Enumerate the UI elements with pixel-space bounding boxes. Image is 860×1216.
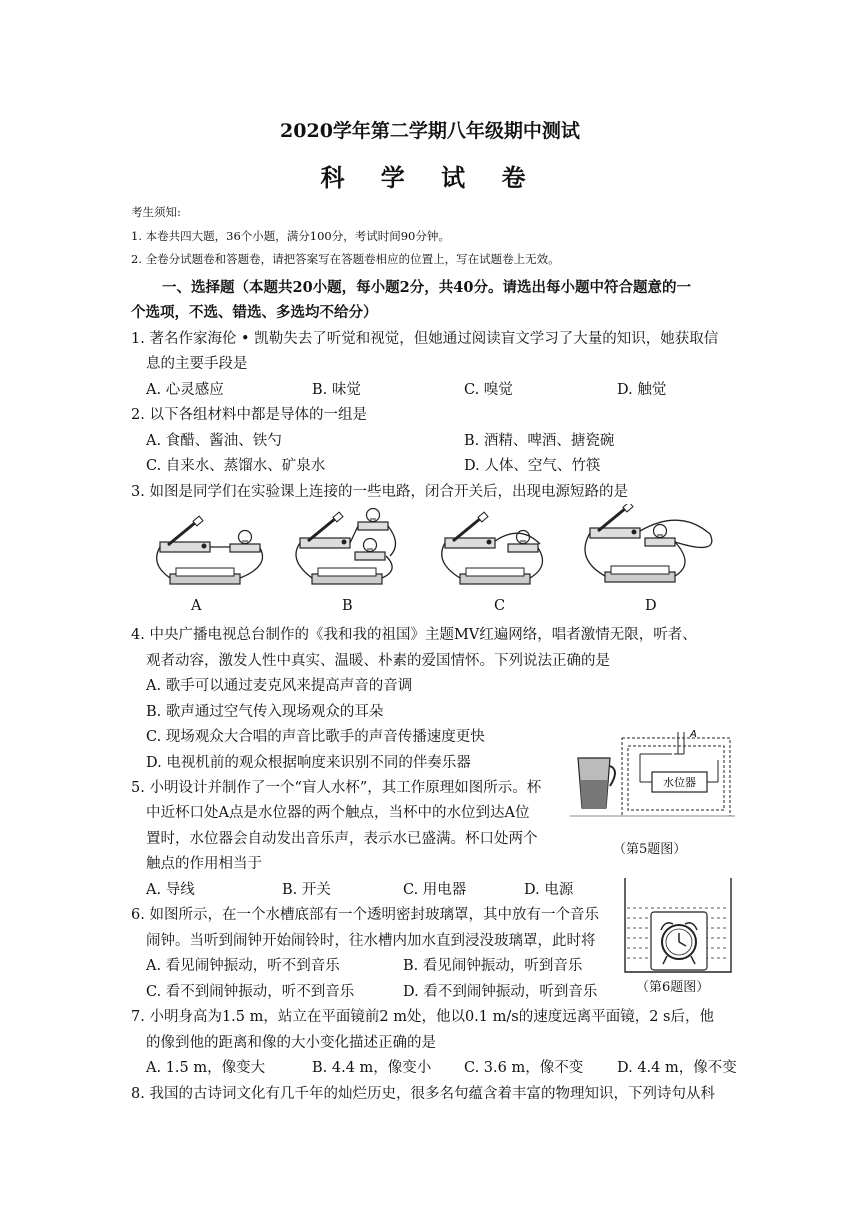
notice-heading: 考生须知: [131, 205, 181, 219]
q5-option-c: C. 用电器 [403, 882, 467, 898]
q3-label-c: C [494, 598, 506, 614]
circuit-c [442, 512, 543, 584]
blind-cup-icon [578, 758, 615, 808]
q6-stem-2: 闹钟。当听到闹钟开始闹铃时，往水槽内加水直到浸没玻璃罩，此时将 [146, 933, 596, 949]
q2-option-c: C. 自来水、蒸馏水、矿泉水 [146, 458, 326, 474]
q5-stem-3: 置时，水位器会自动发出音乐声，表示水已盛满。杯口处两个 [146, 831, 538, 847]
q5-stem-1: 5. 小明设计并制作了一个“盲人水杯”，其工作原理如图所示。杯 [131, 780, 542, 796]
q8-stem: 8. 我国的古诗词文化有几千年的灿烂历史，很多名句蕴含着丰富的物理知识，下列诗句从科 [131, 1086, 715, 1102]
notice-item-1: 1. 本卷共四大题，36个小题，满分100分，考试时间90分钟。 [131, 229, 450, 243]
q2-option-b: B. 酒精、啤酒、搪瓷碗 [464, 433, 615, 449]
q7-option-b: B. 4.4 m，像变小 [312, 1060, 432, 1076]
q3-label-b: B [342, 598, 353, 614]
notice-item-2: 2. 全卷分试题卷和答题卷，请把答案写在答题卷相应的位置上，写在试题卷上无效。 [131, 252, 560, 266]
q5-option-b: B. 开关 [282, 882, 331, 898]
q5-option-d: D. 电源 [524, 882, 574, 898]
q4-stem-1: 4. 中央广播电视总台制作的《我和我的祖国》主题MV红遍网络，唱者激情无限，听者、 [131, 627, 697, 643]
q6-figure-caption: （第6题图） [636, 980, 710, 995]
q1-option-b: B. 味觉 [312, 382, 361, 398]
q5-option-a: A. 导线 [146, 882, 195, 898]
circuit-d [585, 504, 712, 582]
q1-option-d: D. 触觉 [617, 382, 667, 398]
q2-option-d: D. 人体、空气、竹筷 [464, 458, 601, 474]
water-level-device-label: 水位器 [663, 776, 696, 789]
q3-circuit-figures [150, 504, 730, 596]
q4-option-d: D. 电视机前的观众根据响度来识别不同的伴奏乐器 [146, 755, 471, 771]
q6-option-d: D. 看不到闹钟振动，听到音乐 [403, 984, 598, 1000]
q7-option-d: D. 4.4 m，像不变 [617, 1060, 737, 1076]
q4-stem-2: 观者动容，激发人性中真实、温暖、朴素的爱国情怀。下列说法正确的是 [146, 653, 610, 669]
page-subtitle: 科 学 试 卷 [320, 163, 540, 192]
q6-option-c: C. 看不到闹钟振动，听不到音乐 [146, 984, 355, 1000]
q6-option-b: B. 看见闹钟振动，听到音乐 [403, 958, 583, 974]
section-heading-line-1: 一、选择题（本题共20小题，每小题2分，共40分。请选出每小题中符合题意的一 [162, 279, 691, 296]
circuit-b [296, 509, 396, 585]
q6-stem-1: 6. 如图所示，在一个水槽底部有一个透明密封玻璃罩，其中放有一个音乐 [131, 907, 599, 923]
q6-figure [623, 876, 733, 974]
q3-stem: 3. 如图是同学们在实验课上连接的一些电路，闭合开关后，出现电源短路的是 [131, 484, 628, 500]
q2-stem: 2. 以下各组材料中都是导体的一组是 [131, 407, 367, 423]
page-title: 2020学年第二学期八年级期中测试 [280, 120, 580, 142]
q4-option-c: C. 现场观众大合唱的声音比歌手的声音传播速度更快 [146, 729, 485, 745]
q1-option-a: A. 心灵感应 [146, 382, 224, 398]
q5-figure-caption: （第5题图） [613, 842, 687, 857]
q4-option-b: B. 歌声通过空气传入现场观众的耳朵 [146, 704, 384, 720]
q1-option-c: C. 嗅觉 [464, 382, 513, 398]
q7-option-a: A. 1.5 m，像变大 [146, 1060, 266, 1076]
contact-point-label: A [690, 729, 697, 740]
section-heading-line-2: 个选项，不选、错选、多选均不给分） [131, 304, 378, 321]
q3-label-d: D [645, 598, 657, 614]
q5-stem-4: 触点的作用相当于 [146, 856, 262, 872]
q4-option-a: A. 歌手可以通过麦克风来提高声音的音调 [146, 678, 413, 694]
q3-label-a: A [191, 598, 202, 614]
q7-stem-2: 的像到他的距离和像的大小变化描述正确的是 [146, 1035, 436, 1051]
q6-option-a: A. 看见闹钟振动，听不到音乐 [146, 958, 340, 974]
q1-stem-2: 息的主要手段是 [146, 356, 248, 372]
q5-figure [570, 724, 735, 834]
q1-stem-1: 1. 著名作家海伦 • 凯勒失去了听觉和视觉，但她通过阅读盲文学习了大量的知识，她获取信 [131, 331, 719, 347]
circuit-a [157, 516, 263, 584]
q7-stem-1: 7. 小明身高为1.5 m，站立在平面镜前2 m处，他以0.1 m/s的速度远离平面镜，2 s后，他 [131, 1009, 714, 1025]
q5-stem-2: 中近杯口处A点是水位器的两个触点，当杯中的水位到达A位 [146, 805, 530, 821]
q7-option-c: C. 3.6 m，像不变 [464, 1060, 584, 1076]
q2-option-a: A. 食醋、酱油、铁勺 [146, 433, 282, 449]
